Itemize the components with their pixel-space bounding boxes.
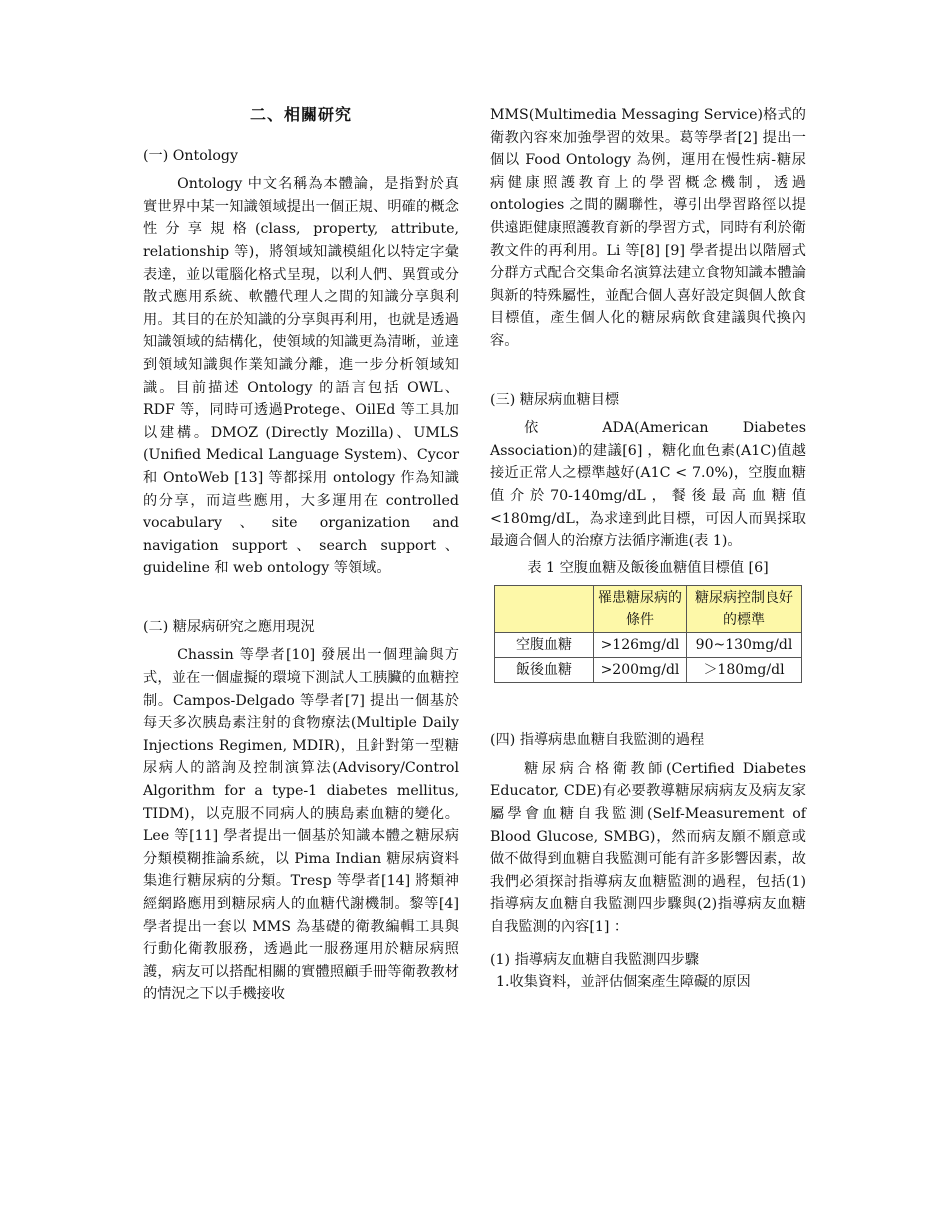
glucose-target-heading: (三) 糖尿病血糖目標 bbox=[490, 391, 620, 408]
ontology-paragraph: Ontology 中文名稱為本體論，是指對於真實世界中某一知識領域提出一個正規、明確的概念性分享規格(class, property, attribute, relationship 等)，將領域知識模組化以特定字彙表達，並以電腦化格式呈現，以利人們、異質或分散式應用系統、軟體代理人之間的知識分享與利用。其目的在於知識的分享與再利用，也就是透過知識領域的結構化，使領域的知識更為清晰，並達到領域知識與作業知識分離，進一步分析領域知識。目前描述 Ontology 的語言包括 OWL、RDF 等，同時可透過Protege、OilEd 等工具加以建構。DMOZ (Directly Mozilla)、UMLS (Unified Medical Language System)、Cycor 和 OntoWeb [13] 等都採用 ontology 作為知識的分享，而這些應用，大多運用在 controlled vocabulary、site organization and navigation support、search support、guideline 和 web ontology 等領域。 bbox=[143, 176, 459, 577]
self-monitoring-heading: (四) 指導病患血糖自我監測的過程 bbox=[490, 732, 705, 749]
table-cell: >126mg/dl bbox=[594, 633, 687, 658]
left-column bbox=[143, 104, 459, 1006]
table-cell: >200mg/dl bbox=[594, 658, 687, 683]
ontology-heading: (一) Ontology bbox=[143, 147, 238, 164]
diabetes-research-heading: (二) 糖尿病研究之應用現況 bbox=[143, 618, 315, 635]
table-header-cell: 罹患糖尿病的條件 bbox=[594, 586, 687, 633]
table-cell: 90~130mg/dl bbox=[687, 633, 802, 658]
table-cell: 飯後血糖 bbox=[495, 658, 594, 683]
list-item: 1.收集資料，並評估個案產生障礙的原因 bbox=[496, 974, 751, 991]
table-row bbox=[495, 658, 802, 683]
table-caption: 表 1 空腹血糖及飯後血糖值目標值 [6] bbox=[527, 559, 769, 576]
self-monitoring-paragraph: 糖尿病合格衛教師(Certified Diabetes Educator, CDE)有必要教導糖尿病病友及病友家屬學會血糖自我監測(Self-Measurement of Blood Glucose, SMBG)，然而病友願不願意或做不做得到血糖自我監測可能有許多影響因素，故我們必須探討指導病友血糖監測的過程，包括(1)指導病友血糖自我監測四步驟與(2)指導病友血糖自我監測的內容[1] ： bbox=[490, 760, 806, 936]
section-title: 二、相關研究 bbox=[249, 105, 352, 124]
glucose-target-paragraph: 依 ADA(American Diabetes Association)的建議[6] ，糖化血色素(A1C)值越接近正常人之標準越好(A1C < 7.0%)，空腹血糖值介於70-140mg/dL，餐後最高血糖值<180mg/dL，為求達到此目標，可因人而異採取最適合個人的治療方法循序漸進(表 1)。 bbox=[490, 420, 806, 550]
right-column bbox=[490, 104, 806, 994]
table-row bbox=[495, 633, 802, 658]
table-header-row bbox=[495, 586, 802, 633]
diabetes-research-paragraph: Chassin 等學者[10] 發展出一個理論與方式，並在一個虛擬的環境下測試人工胰臟的血糖控制。Campos-Delgado 等學者[7] 提出一個基於每天多次胰島素注射的食物療法(Multiple Daily Injections Regimen, MDIR)，且針對第一型糖尿病人的諮詢及控制演算法(Advisory/Control Algorithm for a type-1 diabetes mellitus, TIDM)，以克服不同病人的胰島素血糖的變化。Lee 等[11] 學者提出一個基於知識本體之糖尿病分類模糊推論系統，以 Pima Indian 糖尿病資料集進行糖尿病的分類。Tresp 等學者[14] 將類神經網路應用到糖尿病人的血糖代謝機制。黎等[4] 學者提出一套以 MMS 為基礎的衛教編輯工具與行動化衛教服務，透過此一服務運用於糖尿病照護，病友可以搭配相關的實體照顧手冊等衛教教材的情況之下以手機接收 bbox=[143, 647, 459, 1003]
table-header-cell bbox=[495, 586, 594, 633]
table-cell: ＞180mg/dl bbox=[687, 658, 802, 683]
table-cell: 空腹血糖 bbox=[495, 633, 594, 658]
table-header-cell: 糖尿病控制良好的標準 bbox=[687, 586, 802, 633]
list-item: (1) 指導病友血糖自我監測四步驟 bbox=[490, 951, 700, 968]
diabetes-research-continued: MMS(Multimedia Messaging Service)格式的衛教內容來加強學習的效果。葛等學者[2] 提出一個以 Food Ontology 為例，運用在慢性病-糖尿病健康照護教育上的學習概念機制，透過 ontologies 之間的關聯性，導引出學習路徑以提供遠距健康照護教育新的學習方式，同時有利於衛教文件的再利用。Li 等[8] [9] 學者提出以階層式分群方式配合交集命名演算法建立食物知識本體論與新的特殊屬性，並配合個人喜好設定與個人飲食目標值，產生個人化的糖尿病飲食建議與代換內容。 bbox=[490, 107, 806, 349]
glucose-target-table bbox=[494, 585, 802, 683]
